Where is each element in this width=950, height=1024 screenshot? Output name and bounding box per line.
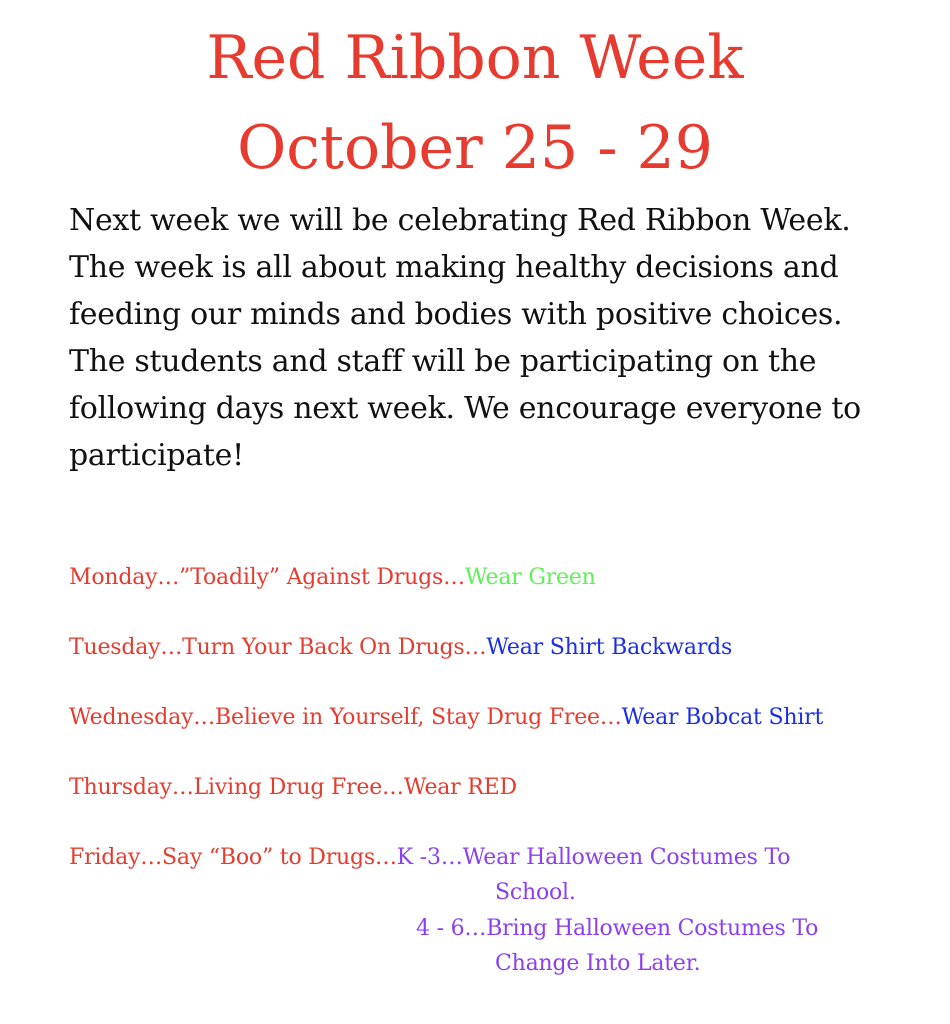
intro-line: participate! xyxy=(69,438,244,473)
intro-line: The week is all about making healthy decisions and xyxy=(69,250,839,285)
intro-line: The students and staff will be participating on the xyxy=(69,344,817,379)
monday-action: Wear Green xyxy=(464,565,596,590)
friday-group1-line1: K -3…Wear Halloween Costumes To xyxy=(396,845,791,870)
wednesday-theme: Wednesday…Believe in Yourself, Stay Drug Free… xyxy=(69,705,622,730)
wednesday-action: Wear Bobcat Shirt xyxy=(621,705,824,730)
intro-line: feeding our minds and bodies with positive choices. xyxy=(69,297,843,332)
title-line-1: Red Ribbon Week xyxy=(206,23,744,93)
friday-group2-line1: 4 - 6…Bring Halloween Costumes To xyxy=(416,916,819,941)
schedule-thursday xyxy=(69,770,517,805)
friday-group2-line2: Change Into Later. xyxy=(495,951,701,976)
intro-line: following days next week. We encourage everyone to xyxy=(69,391,861,426)
schedule-friday xyxy=(69,840,790,875)
friday-group1-line2: School. xyxy=(495,880,576,905)
thursday-theme: Thursday…Living Drug Free…Wear RED xyxy=(69,775,517,800)
intro-paragraph xyxy=(69,197,929,479)
schedule-monday xyxy=(69,560,596,595)
tuesday-action: Wear Shirt Backwards xyxy=(486,635,733,660)
schedule-tuesday xyxy=(69,630,732,665)
friday-theme: Friday…Say “Boo” to Drugs… xyxy=(69,845,397,870)
intro-line: Next week we will be celebrating Red Ribbon Week. xyxy=(69,203,851,238)
schedule-wednesday xyxy=(69,700,823,735)
monday-theme: Monday…”Toadily” Against Drugs… xyxy=(69,565,465,590)
title-line-2-dates: October 25 - 29 xyxy=(237,113,713,183)
tuesday-theme: Tuesday…Turn Your Back On Drugs… xyxy=(69,635,487,660)
